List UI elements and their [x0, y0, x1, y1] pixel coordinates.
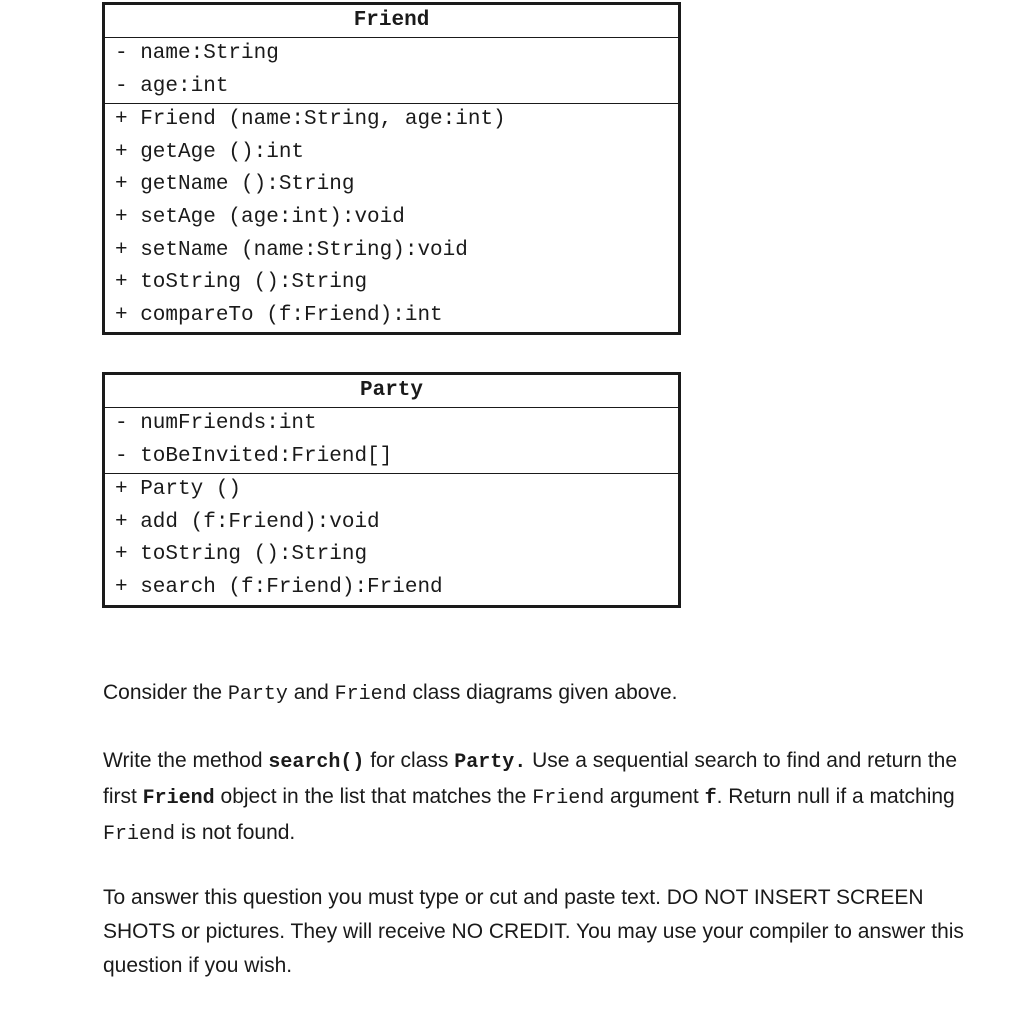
code-bold-text: Party.: [454, 751, 527, 774]
code-bold-text: Friend: [142, 787, 215, 810]
text: class diagrams given above.: [406, 681, 678, 704]
text: for class: [364, 749, 455, 772]
attribute: - age:int: [115, 74, 229, 98]
text: object in the list that matches the: [214, 785, 533, 808]
code-text: Friend: [103, 823, 176, 846]
methods-section: [105, 474, 678, 604]
class-name: Friend: [105, 5, 678, 38]
attributes-section: [105, 408, 678, 474]
method: + setAge (age:int):void: [115, 205, 405, 229]
attribute: - name:String: [115, 42, 279, 65]
code-text: Friend: [334, 683, 407, 706]
method: + getName ():String: [115, 173, 355, 197]
code-bold-text: f: [704, 787, 717, 810]
code-bold-text: search(): [268, 751, 365, 774]
method: + search (f:Friend):Friend: [115, 575, 443, 599]
code-text: Friend: [532, 787, 605, 810]
method: + Friend (name:String, age:int): [115, 108, 506, 132]
intro-paragraph: [103, 676, 983, 712]
text: Consider the: [103, 681, 228, 704]
attribute: - numFriends:int: [115, 412, 317, 435]
friend-class-diagram: [102, 2, 681, 335]
class-name: Party: [105, 375, 678, 408]
method: + compareTo (f:Friend):int: [115, 303, 443, 327]
method: + setName (name:String):void: [115, 238, 468, 262]
instructions-text: To answer this question you must type or cut and paste text. DO NOT INSERT SCREEN SHOTS or pictures. They will receive NO CREDIT. You may use your compiler to answer this question if you wish.: [103, 886, 964, 977]
text: Use a sequential search to find and return the first: [103, 749, 958, 808]
attribute: - toBeInvited:Friend[]: [115, 444, 393, 468]
party-class-diagram: [102, 372, 681, 608]
method: + add (f:Friend):void: [115, 510, 380, 534]
text: and: [287, 681, 335, 704]
method: + Party (): [115, 478, 242, 502]
instructions-paragraph: [103, 881, 983, 983]
task-paragraph: [103, 744, 983, 852]
text: argument: [604, 785, 705, 808]
code-text: Party: [227, 683, 288, 706]
method: + getAge ():int: [115, 140, 305, 164]
method: + toString ():String: [115, 543, 368, 567]
text: . Return null if a matching: [716, 785, 955, 808]
methods-section: [105, 104, 678, 332]
text: is not found.: [175, 821, 296, 844]
attributes-section: [105, 38, 678, 104]
text: Write the method: [103, 749, 269, 772]
method: + toString ():String: [115, 271, 368, 295]
